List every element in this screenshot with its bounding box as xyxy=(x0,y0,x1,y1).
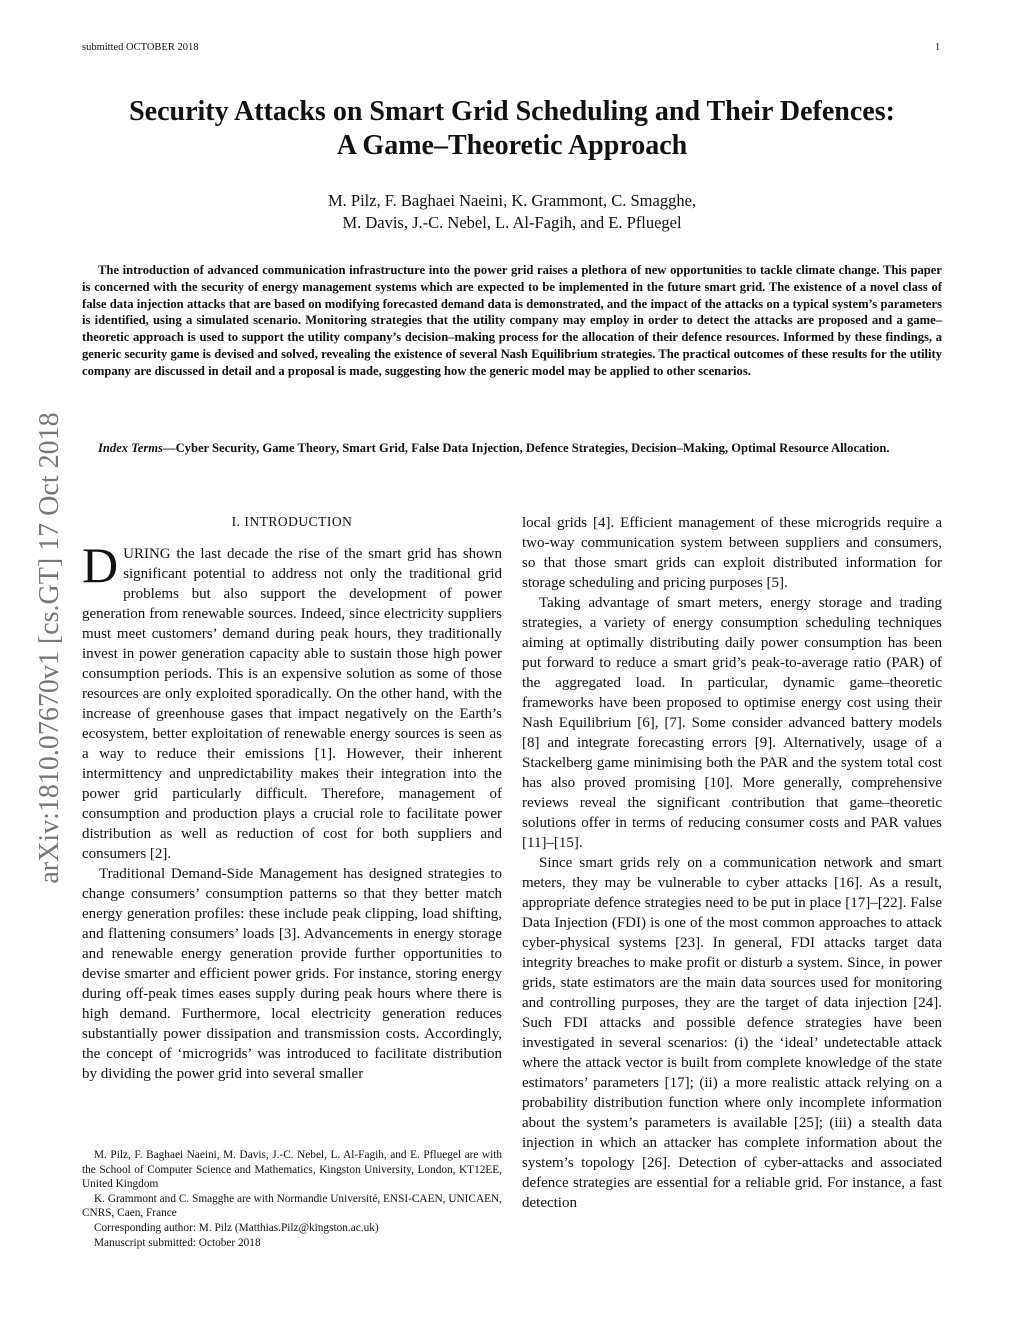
footnote-submission: Manuscript submitted: October 2018 xyxy=(94,1236,261,1249)
footnote-corresponding-author: Corresponding author: M. Pilz (Matthias.Pilz@kingston.ac.uk) xyxy=(94,1221,379,1234)
right-column xyxy=(522,513,942,1213)
footnote-affiliation-1: M. Pilz, F. Baghaei Naeini, M. Davis, J.-C. Nebel, L. Al-Fagih, and E. Pfluegel are with the School of Computer Science and Mathematics, Kingston University, London, KT12EE, United Kingdom xyxy=(82,1149,502,1191)
running-header: submitted OCTOBER 2018 xyxy=(82,42,199,53)
intro-paragraph-5: Since smart grids rely on a communication network and smart meters, they may be vulnerable to cyber attacks [16]. As a result, appropriate defence strategies need to be put in place [17]–[22]. False Data Injection (FDI) is one of the most common approaches to attack cyber-physical systems [23]. In general, FDI attacks target data integrity breaches to make profit or disturb a system. Since, in power grids, state estimators are the main data sources used for monitoring and controlling purposes, they are the target of data injection [24]. Such FDI attacks and possible defence strategies have been investigated in several scenarios: (i) the ‘ideal’ undetectable attack where the attack vector is built from complete knowledge of the state estimators’ parameters [17]; (ii) a more realistic attack relying on a probability distribution function where only incomplete information about the system’s parameters is available [25]; (iii) a stealth data injection in which an attacker has complete information about the system’s topology [26]. Detection of cyber-attacks and associated defence strategies are essential for a reliable grid. For instance, a fast detection xyxy=(522,855,942,1211)
title-line-2: A Game–Theoretic Approach xyxy=(336,130,688,161)
intro-paragraph-1-text: URING the last decade the rise of the smart grid has shown significant potential to address not only the traditional grid problems but also support the development of power generation from renewable sources. Indeed, since electricity suppliers must meet customers’ demand during peak hours, they traditionally invest in power generation capacity able to sustain those high power consumption periods. This is an expensive solution as some of those resources are only exploited sporadically. On the other hand, with the increase of greenhouse gases that impact negatively on the Earth’s ecosystem, better exploitation of renewable energy sources is seen as a way to reduce their emissions [1]. However, their inherent intermittency and unpredictability makes their integration into the power grid particularly difficult. Therefore, management of consumption and production plays a crucial role to facilitate power distribution as well as reduction of cost for both suppliers and consumers [2]. xyxy=(82,546,502,862)
intro-paragraph-3: local grids [4]. Efficient management of these microgrids require a two-way communication system between suppliers and consumers, so that those smart grids can exploit distributed information for storage scheduling and pricing purposes [5]. xyxy=(522,515,942,591)
author-list xyxy=(82,190,942,234)
index-terms-text: —Cyber Security, Game Theory, Smart Grid, False Data Injection, Defence Strategies, Decision–Making, Optimal Resource Allocation. xyxy=(162,441,890,455)
footnote-affiliation-2: K. Grammont and C. Smagghe are with Normandie Université, ENSI-CAEN, UNICAEN, CNRS, Caen, France xyxy=(82,1192,502,1220)
index-terms-label: Index Terms xyxy=(98,441,163,455)
title-line-1: Security Attacks on Smart Grid Scheduling and Their Defences: xyxy=(129,96,895,127)
arxiv-stamp: arXiv:1810.07670v1 [cs.GT] 17 Oct 2018 xyxy=(34,412,65,884)
footnotes xyxy=(82,1148,502,1250)
authors-line-1: M. Pilz, F. Baghaei Naeini, K. Grammont, C. Smagghe, xyxy=(327,191,697,210)
intro-paragraph-2: Traditional Demand-Side Management has designed strategies to change consumers’ consumption patterns so that they better match energy generation profiles: these include peak clipping, load shifting, and flattening consumers’ loads [3]. Advancements in energy storage and renewable energy generation provide further opportunities to devise smarter and efficient power grids. For instance, storing energy during off-peak times eases supply during peak hours where there is high demand. Furthermore, local electricity generation reduces substantially power dissipation and transmission costs. Accordingly, the concept of ‘microgrids’ was introduced to facilitate distribution by dividing the power grid into several smaller xyxy=(82,866,502,1082)
page-number: 1 xyxy=(935,42,941,53)
authors-line-2: M. Davis, J.-C. Nebel, L. Al-Fagih, and E. Pfluegel xyxy=(342,213,682,232)
section-heading: I. INTRODUCTION xyxy=(231,514,353,529)
paper-title xyxy=(82,95,942,163)
intro-paragraph-1 xyxy=(82,537,502,864)
index-terms xyxy=(82,440,942,457)
intro-paragraph-4: Taking advantage of smart meters, energy storage and trading strategies, a variety of energy consumption scheduling techniques aiming at optimally distributing daily power consumption has been put forward to reduce a smart grid’s peak-to-average ratio (PAR) of the aggregated load. In particular, dynamic game–theoretic frameworks have been proposed to optimise energy cost using their Nash Equilibrium [6], [7]. Some consider advanced battery models [8] and integrate forecasting errors [9]. Alternatively, usage of a Stackelberg game minimising both the PAR and the system total cost has also proved promising [10]. More generally, comprehensive reviews reveal the significant contribution that game–theoretic solutions offer in terms of reducing consumer costs and PAR values [11]–[15]. xyxy=(522,595,942,851)
drop-cap: D xyxy=(82,537,119,593)
abstract: The introduction of advanced communication infrastructure into the power grid raises a plethora of new opportunities to tackle climate change. This paper is concerned with the security of energy management systems which are expected to be implemented in the future smart grid. The existence of a novel class of false data injection attacks that are based on modifying forecasted demand data is demonstrated, and the impact of the attacks on a typical system’s parameters is identified, using a simulated scenario. Monitoring strategies that the utility company may employ in order to detect the attacks are proposed and a game–theoretic approach is used to support the utility company’s decision–making process for the allocation of their defence resources. Informed by these findings, a generic security game is devised and solved, revealing the existence of several Nash Equilibrium strategies. The practical outcomes of these results for the utility company are discussed in detail and a proposal is made, suggesting how the generic model may be applied to other scenarios. xyxy=(82,263,942,378)
left-column xyxy=(82,537,502,1084)
